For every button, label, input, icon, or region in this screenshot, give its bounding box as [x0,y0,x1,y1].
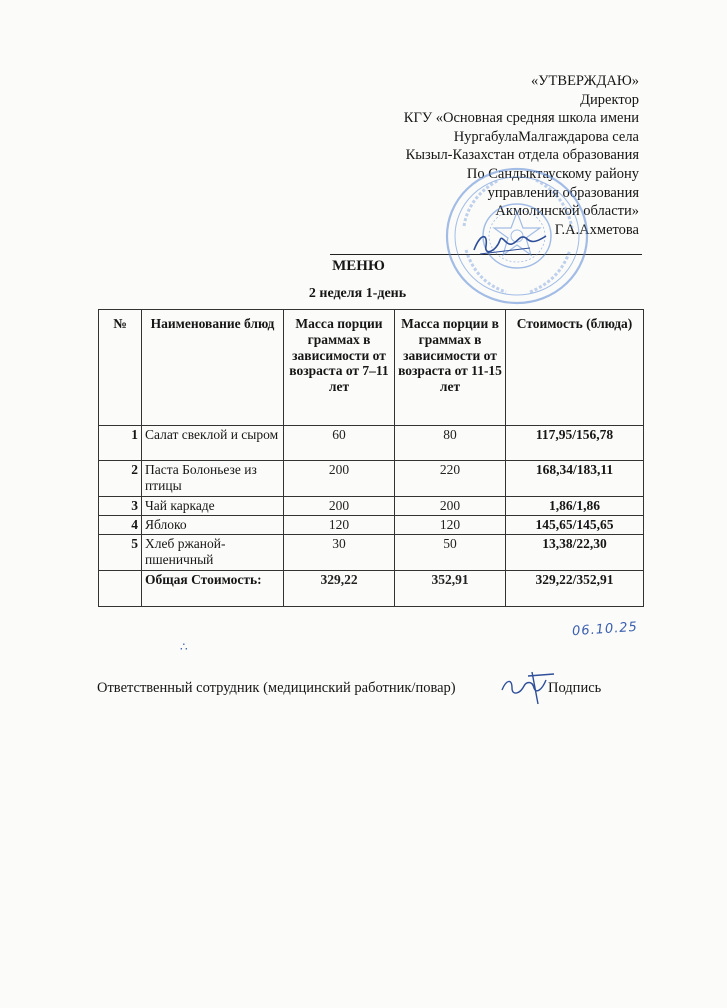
row-mass-11-15: 50 [395,535,506,571]
row-mass-7-11: 200 [284,461,395,497]
approval-signatory: Г.А.Ахметова [554,221,639,238]
document-subtitle: 2 неделя 1-день [308,286,407,301]
total-label: Общая Стоимость: [142,571,284,607]
director-signature-icon [470,224,550,260]
approval-org-line-4: По Сандыктаускому району [466,165,639,182]
signature-label: Подпись [548,680,602,696]
table-row [99,516,644,535]
ink-mark-icon: ∴ [180,640,188,654]
approval-org-line-2: НургабулаМалгаждарова села [453,128,639,145]
total-cost: 329,22/352,91 [506,571,644,607]
handwritten-date: 06.10.25 [571,619,639,640]
row-mass-11-15: 80 [395,426,506,461]
approval-heading: «УТВЕРЖДАЮ» [531,73,639,89]
table-row [99,426,644,461]
total-mass-7-11: 329,22 [284,571,395,607]
row-cost: 168,34/183,11 [506,461,644,497]
row-cost: 117,95/156,78 [506,426,644,461]
row-num: 4 [99,516,142,535]
header-num: № [99,310,142,426]
row-name: Паста Болоньезе из птицы [142,461,284,497]
header-mass-11-15: Масса порции в граммах в зависимости от возраста от 11-15 лет [395,310,506,426]
row-name: Яблоко [142,516,284,535]
row-mass-7-11: 60 [284,426,395,461]
row-cost: 1,86/1,86 [506,497,644,516]
header-name: Наименование блюд [142,310,284,426]
row-mass-7-11: 200 [284,497,395,516]
total-num [99,571,142,607]
row-mass-7-11: 120 [284,516,395,535]
approval-org-line-5: управления образования [487,184,639,201]
row-mass-7-11: 30 [284,535,395,571]
row-name: Чай каркаде [142,497,284,516]
table-row [99,461,644,497]
row-name: Салат свеклой и сыром [142,426,284,461]
header-cost: Стоимость (блюда) [506,310,644,426]
table-total-row [99,571,644,607]
row-cost: 13,38/22,30 [506,535,644,571]
row-mass-11-15: 200 [395,497,506,516]
row-num: 5 [99,535,142,571]
document-title: МЕНЮ [332,258,385,274]
approval-org-line-3: Кызыл-Казахстан отдела образования [405,147,639,164]
row-name: Хлеб ржаной-пшеничный [142,535,284,571]
table-row [99,497,644,516]
responsible-person: Ответственный сотрудник (медицинский работник/повар) [97,680,456,696]
table-header-row [99,310,644,426]
row-num: 3 [99,497,142,516]
row-num: 1 [99,426,142,461]
table-row [99,535,644,571]
approval-position: Директор [580,91,639,108]
row-mass-11-15: 220 [395,461,506,497]
row-mass-11-15: 120 [395,516,506,535]
menu-table [98,309,644,607]
approval-org-line-6: Акмолинской области» [495,203,639,220]
row-num: 2 [99,461,142,497]
approval-org-line-1: КГУ «Основная средняя школа имени [403,110,639,127]
header-mass-7-11: Масса порции граммах в зависимости от возраста от 7–11 лет [284,310,395,426]
row-cost: 145,65/145,65 [506,516,644,535]
total-mass-11-15: 352,91 [395,571,506,607]
